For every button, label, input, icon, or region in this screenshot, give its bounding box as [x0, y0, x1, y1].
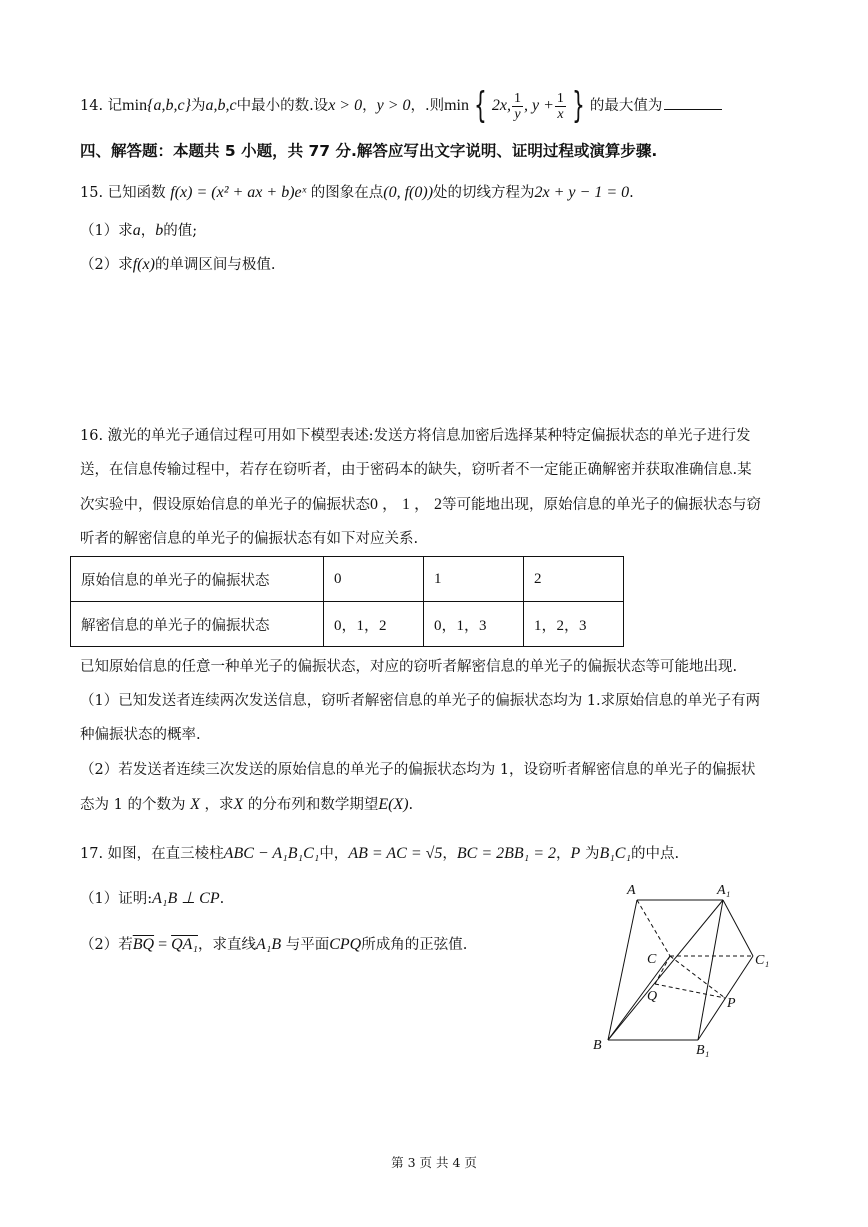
- edge-c1-b1: [698, 956, 753, 1040]
- table-row: [71, 602, 624, 647]
- table-cell: 1，2，3: [524, 602, 624, 647]
- q14-line: 14. 记min{a,b,c}为a,b,c中最小的数.设x > 0，y > 0，.则min { 2x, $\frac{1}{y}$ , y + $\frac{1}{x}$ } 的最大值为: [80, 88, 722, 124]
- line-b-c: [608, 956, 670, 1040]
- label-b1: B₁: [696, 1043, 710, 1058]
- page-footer: 第 3 页 共 4 页: [391, 1155, 477, 1170]
- table-row-header: 解密信息的单光子的偏振状态: [71, 602, 324, 647]
- edge-a-c: [637, 900, 670, 956]
- table-row-header: 原始信息的单光子的偏振状态: [71, 557, 324, 602]
- edge-a1-c1: [723, 900, 753, 956]
- right-brace: }: [572, 85, 585, 126]
- table-cell: 2: [524, 557, 624, 602]
- polarization-table: [70, 556, 624, 647]
- q16-line-3: 次实验中，假设原始信息的单光子的偏振状态0 ， 1 ， 2等可能地出现，原始信息的单光子的偏振状态与窃: [80, 496, 762, 513]
- q15-stem: 15. 已知函数 f(x) = (x² + ax + b)eˣ 的图象在点(0, f(0))处的切线方程为2x + y − 1 = 0.: [80, 184, 634, 201]
- label-a: A: [627, 883, 636, 898]
- line-b-a1: [608, 900, 723, 1040]
- q16-part-1-line-2: 种偏振状态的概率.: [80, 727, 201, 743]
- label-p: P: [727, 996, 736, 1011]
- table-cell: 0: [324, 557, 424, 602]
- q17-part-2: （2）若$\overline{BQ} = QA_1$，求直线A₁B 与平面CPQ所成角的正弦值.: [80, 936, 468, 953]
- label-c: C: [647, 952, 657, 967]
- line-q-p: [655, 984, 725, 998]
- label-b: B: [593, 1038, 602, 1053]
- q16-line-4: 听者的解密信息的单光子的偏振状态有如下对应关系.: [80, 531, 419, 547]
- q16-after-table: 已知原始信息的任意一种单光子的偏振状态，对应的窃听者解密信息的单光子的偏振状态等可能地出现.: [80, 659, 738, 675]
- prism-figure: [575, 872, 785, 1062]
- label-c1: C₁: [755, 953, 770, 968]
- table-cell: 0，1，2: [324, 602, 424, 647]
- q17-part-1: （1）证明:A₁B ⊥ CP.: [80, 890, 225, 907]
- fraction-1-over-x: $\frac{1}{x}$: [556, 90, 564, 122]
- q16-part-2-line-1: （2）若发送者连续三次发送的原始信息的单光子的偏振状态均为 1，设窃听者解密信息的单光子的偏振状: [80, 762, 756, 778]
- q15-part-1: （1）求a，b的值;: [80, 222, 198, 239]
- label-q: Q: [647, 989, 658, 1004]
- min-symbol: min: [444, 97, 469, 114]
- edge-a1-b1: [698, 900, 723, 1040]
- table-cell: 1: [424, 557, 524, 602]
- line-c-p: [670, 956, 725, 998]
- q16-line-2: 送，在信息传输过程中，若存在窃听者，由于密码本的缺失，窃听者不一定能正确解密并获取准确信息.某: [80, 462, 752, 478]
- q16-part-2-line-2: 态为 1 的个数为 X ，求X 的分布列和数学期望E(X).: [80, 796, 414, 813]
- label-a1: A₁: [717, 883, 731, 898]
- table-row: [71, 557, 624, 602]
- answer-blank: [664, 95, 722, 110]
- section-4-heading: 四、解答题：本题共 5 小题，共 77 分.解答应写出文字说明、证明过程或演算步骤.: [80, 142, 658, 160]
- q15-part-2: （2）求f(x)的单调区间与极值.: [80, 256, 276, 273]
- edge-a-b: [608, 900, 637, 1040]
- left-brace: {: [474, 85, 487, 126]
- q16-line-1: 16. 激光的单光子通信过程可用如下模型表述:发送方将信息加密后选择某种特定偏振状态的单光子进行发: [80, 428, 751, 444]
- q17-stem: 17. 如图，在直三棱柱ABC − A₁B₁C₁中，AB = AC = √5，BC = 2BB₁ = 2，P 为B₁C₁的中点.: [80, 845, 680, 862]
- q16-part-1-line-1: （1）已知发送者连续两次发送信息，窃听者解密信息的单光子的偏振状态均为 1.求原始信息的单光子有两: [80, 693, 761, 709]
- fraction-1-over-y: $\frac{1}{y}$: [514, 90, 522, 122]
- table-cell: 0，1，3: [424, 602, 524, 647]
